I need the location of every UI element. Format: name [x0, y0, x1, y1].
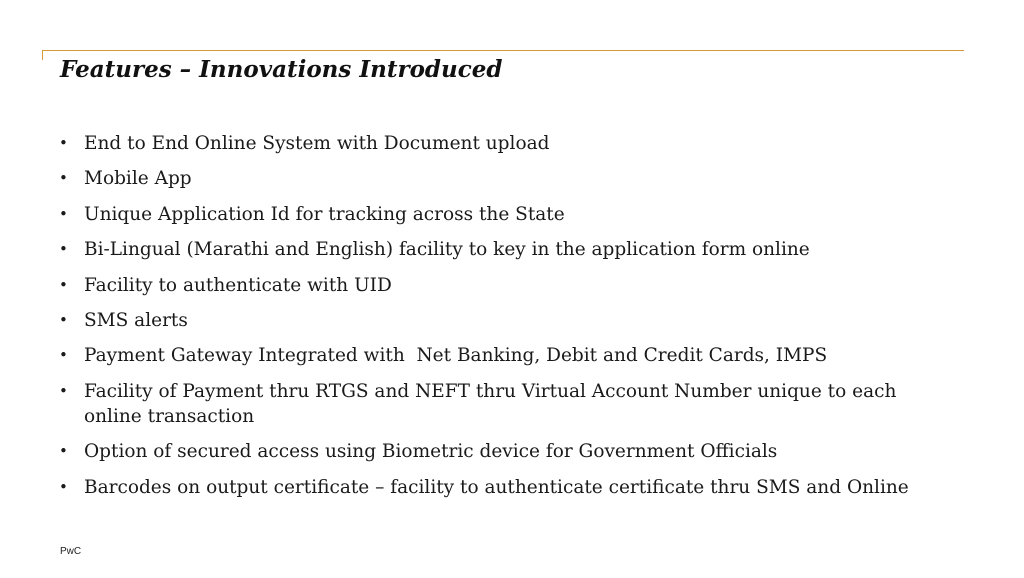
list-item [58, 237, 958, 262]
bullet-icon: • [59, 442, 68, 461]
list-item [58, 131, 958, 156]
list-item-text: SMS alerts [84, 309, 188, 331]
feature-list [58, 131, 958, 510]
list-item [58, 202, 958, 227]
slide-title: Features – Innovations Introduced [60, 56, 503, 83]
list-item-text: Mobile App [84, 168, 192, 190]
list-item [58, 343, 958, 368]
list-item [58, 475, 958, 500]
footer-brand: PwC [60, 546, 82, 557]
title-rule [42, 50, 964, 51]
list-item-text: Bi-Lingual (Marathi and English) facility to key in the application form online [84, 239, 810, 261]
bullet-icon: • [59, 240, 68, 259]
list-item-text: Option of secured access using Biometric device for Government Officials [84, 441, 778, 463]
list-item [58, 166, 958, 191]
bullet-icon: • [59, 169, 68, 188]
bullet-icon: • [59, 134, 68, 152]
list-item-text: Unique Application Id for tracking across the State [84, 203, 565, 225]
list-item [58, 379, 958, 429]
list-item-text: Facility of Payment thru RTGS and NEFT thru Virtual Account Number unique to each online transaction [84, 380, 897, 427]
list-item-text: Payment Gateway Integrated with Net Banking, Debit and Credit Cards, IMPS [84, 345, 828, 367]
bullet-icon: • [59, 204, 68, 223]
list-item-text: Facility to authenticate with UID [84, 274, 392, 296]
bullet-icon: • [59, 477, 68, 496]
list-item [58, 308, 958, 333]
list-item [58, 273, 958, 298]
bullet-icon: • [59, 310, 68, 329]
title-rule-tick [42, 50, 43, 60]
list-item-text: Barcodes on output certificate – facility to authenticate certificate thru SMS and Online [84, 476, 909, 498]
list-item-text: End to End Online System with Document upload [84, 133, 550, 154]
bullet-icon: • [59, 381, 68, 400]
list-item [58, 439, 958, 464]
bullet-icon: • [59, 275, 68, 294]
bullet-icon: • [59, 346, 68, 365]
